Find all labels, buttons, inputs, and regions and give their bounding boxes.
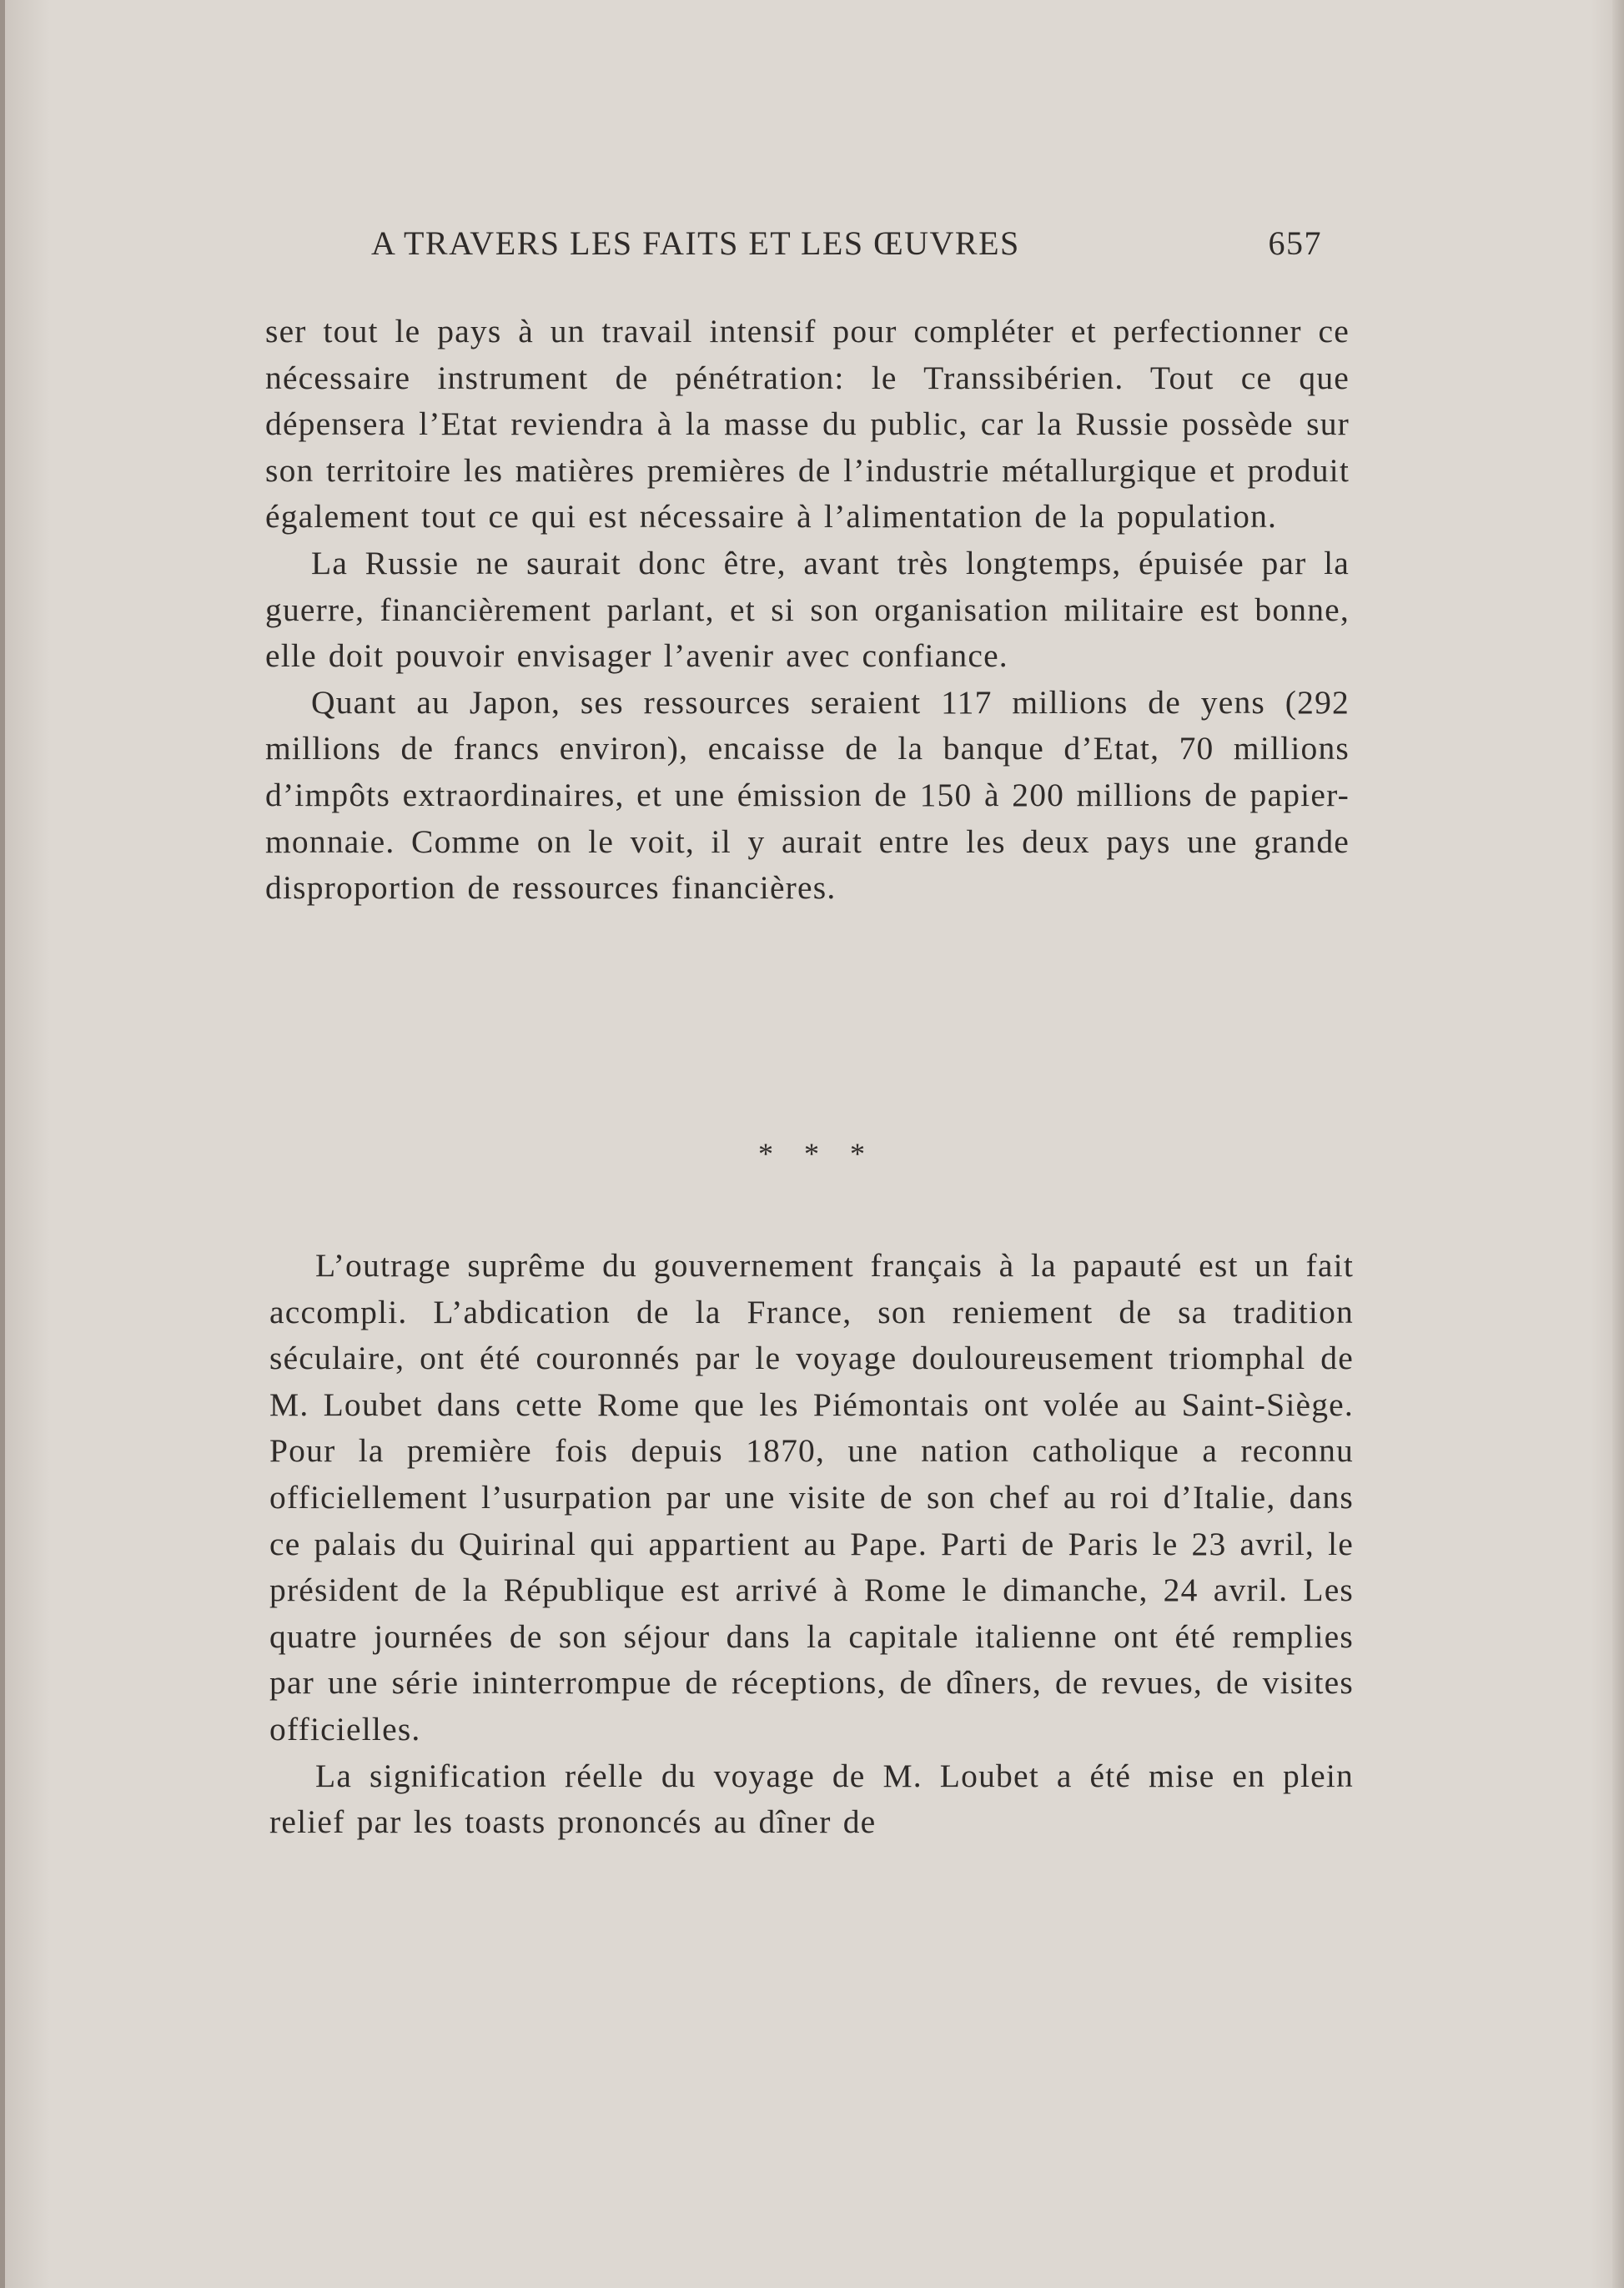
page-right-edge	[1612, 0, 1624, 2288]
text-block-russia-japan	[265, 309, 1350, 912]
paragraph: Quant au Japon, ses ressources seraient 117 millions de yens (292 millions de francs environ), encaisse de la banque d’Etat, 70 millions d’impôts extraordinaires, et une émission de 150 à 200 millions de papier-monnaie. Comme on le voit, il y aurait entre les deux pays une grande disproportion de ressources financières.	[265, 683, 1350, 907]
page-number: 657	[1268, 224, 1322, 262]
paragraph: La signification réelle du voyage de M. Loubet a été mise en plein relief par les toasts prononcés au dîner de	[269, 1757, 1354, 1841]
section-separator: * * *	[758, 1137, 877, 1170]
paragraph: La Russie ne saurait donc être, avant très longtemps, épuisée par la guerre, financièrement parlant, et si son organisation militaire est bonne, elle doit pouvoir envisager l’avenir avec confiance.	[265, 544, 1350, 675]
running-header	[371, 224, 1322, 274]
paragraph: L’outrage suprême du gouvernement français à la papauté est un fait accompli. L’abdication de la France, son reniement de sa tradition séculaire, ont été couronnés par le voyage douloureusement triomphal de M. Loubet dans cette Rome que les Piémontais ont volée au Saint-Siège. Pour la première fois depuis 1870, une nation catholique a reconnu officiellement l’usurpation par une visite de son chef au roi d’Italie, dans ce palais du Quirinal qui appartient au Pape. Parti de Paris le 23 avril, le président de la République est arrivé à Rome le dimanche, 24 avril. Les quatre journées de son séjour dans la capitale italienne ont été remplies par une série ininterrompue de réceptions, de dîners, de revues, de visites officielles.	[269, 1247, 1354, 1747]
page-binding-edge	[0, 0, 5, 2288]
paragraph: ser tout le pays à un travail intensif pour compléter et perfectionner ce nécessaire instrument de pénétration: le Transsibérien. Tout ce que dépensera l’Etat reviendra à la masse du public, car la Russie possède sur son territoire les matières premières de l’industrie métallurgique et produit également tout ce qui est nécessaire à l’alimentation de la population.	[265, 313, 1350, 536]
running-title: A TRAVERS LES FAITS ET LES ŒUVRES	[371, 224, 1020, 262]
text-block-loubet-voyage	[269, 1243, 1354, 1846]
